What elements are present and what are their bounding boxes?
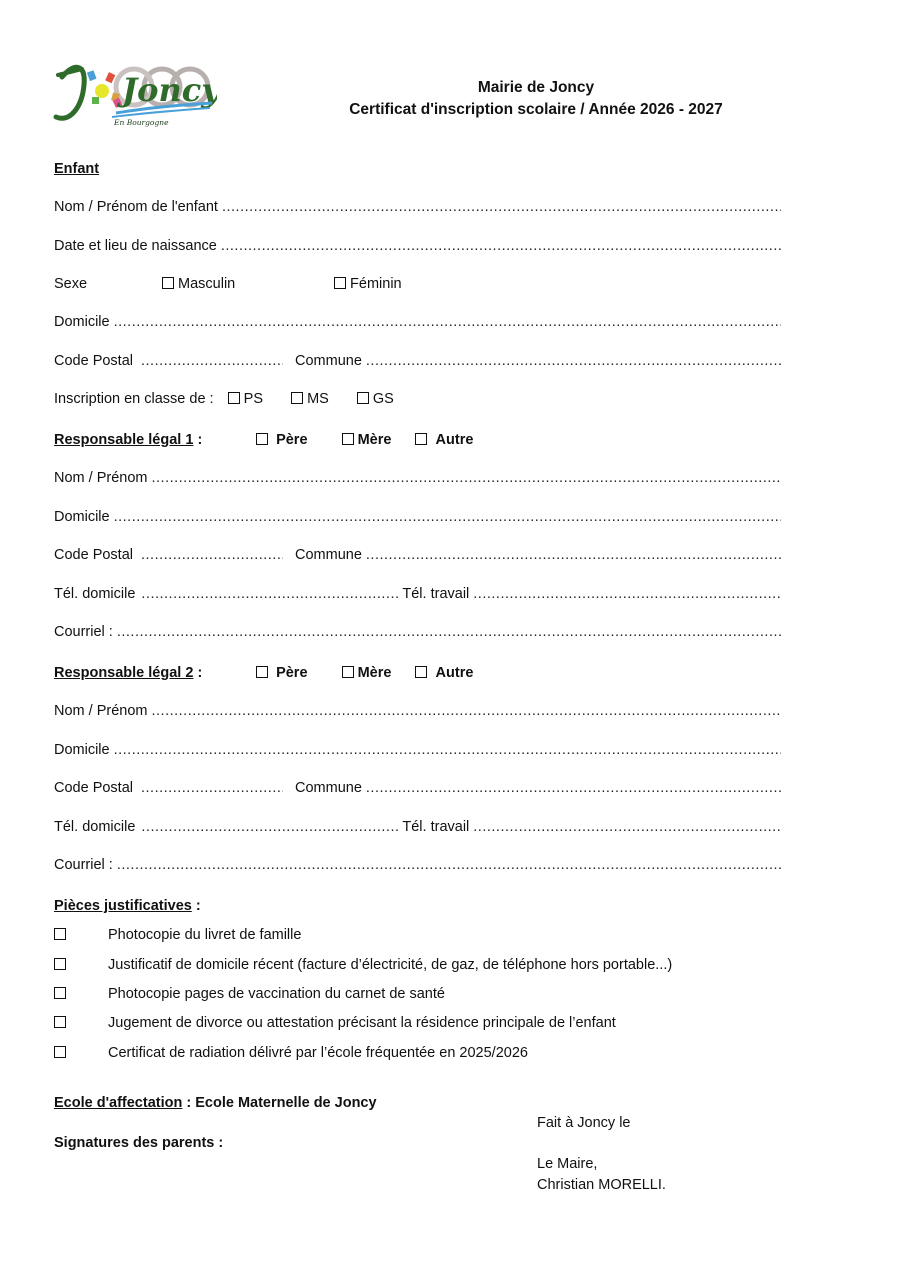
header-certificat: Certificat d'inscription scolaire / Année 2026 - 2027 [349, 101, 723, 118]
sexe-masculin[interactable] [162, 276, 235, 292]
resp2-tel-row [54, 819, 781, 835]
enfant-nom-row [54, 199, 781, 215]
piece-checkbox[interactable] [54, 1046, 66, 1058]
classe-row [54, 391, 394, 407]
resp2-colon: : [197, 665, 203, 681]
pieces-heading-row [54, 898, 201, 914]
piece-item[interactable] [54, 1045, 66, 1061]
resp1-nom-row [54, 470, 781, 486]
masculin-label: Masculin [178, 276, 236, 292]
piece-checkbox[interactable] [54, 958, 66, 970]
classe-ps[interactable] [228, 391, 263, 407]
resp2-cp-row [54, 780, 781, 796]
resp2-pere-checkbox[interactable] [256, 666, 268, 678]
resp1-autre-label: Autre [435, 432, 474, 448]
resp1-domicile-field[interactable] [114, 509, 781, 525]
joncy-logo [52, 55, 217, 135]
enfant-domicile-row [54, 314, 781, 330]
resp1-mere-checkbox[interactable] [342, 433, 354, 445]
resp1-tel-trav-field[interactable] [473, 586, 781, 602]
resp2-autre[interactable] [415, 665, 473, 681]
resp1-tel-row [54, 586, 781, 602]
resp2-pere-label: Père [276, 665, 308, 681]
piece-item[interactable] [54, 1015, 66, 1031]
resp2-cp-label: Code Postal [54, 780, 133, 796]
piece-label: Photocopie pages de vaccination du carnet de santé [108, 986, 445, 1002]
enfant-naissance-field[interactable] [221, 238, 781, 254]
resp1-mere-label: Mère [357, 432, 392, 448]
enfant-naissance-row [54, 238, 781, 254]
enfant-naissance-label: Date et lieu de naissance [54, 238, 217, 254]
enfant-cp-field[interactable] [141, 353, 283, 369]
piece-label: Photocopie du livret de famille [108, 927, 302, 943]
ecole-row [54, 1095, 377, 1111]
pieces-colon: : [195, 898, 201, 914]
resp2-autre-label: Autre [435, 665, 474, 681]
resp2-nom-label: Nom / Prénom [54, 703, 148, 719]
enfant-nom-label: Nom / Prénom de l'enfant [54, 199, 218, 215]
resp2-tel-dom-label: Tél. domicile [54, 819, 136, 835]
resp1-heading-row [54, 432, 202, 448]
resp1-courriel-field[interactable] [117, 624, 781, 640]
maire-name: Christian MORELLI. [537, 1177, 666, 1193]
ms-checkbox[interactable] [291, 392, 303, 404]
enfant-heading: Enfant [54, 161, 100, 177]
resp1-options [256, 432, 473, 448]
resp1-commune-field[interactable] [366, 547, 781, 563]
resp1-nom-label: Nom / Prénom [54, 470, 148, 486]
logo-subtitle: En Bourgogne [114, 118, 169, 127]
resp1-autre-checkbox[interactable] [415, 433, 427, 445]
enfant-commune-label: Commune [295, 353, 362, 369]
resp1-autre[interactable] [415, 432, 473, 448]
ps-checkbox[interactable] [228, 392, 240, 404]
gs-checkbox[interactable] [357, 392, 369, 404]
resp2-commune-field[interactable] [366, 780, 781, 796]
resp2-mere[interactable] [342, 665, 392, 681]
resp1-courriel-row [54, 624, 781, 640]
resp2-domicile-field[interactable] [114, 742, 781, 758]
resp1-cp-label: Code Postal [54, 547, 133, 563]
resp2-courriel-field[interactable] [117, 857, 781, 873]
resp2-courriel-label: Courriel : [54, 857, 113, 873]
piece-label: Jugement de divorce ou attestation précisant la résidence principale de l’enfant [108, 1015, 616, 1031]
resp2-autre-checkbox[interactable] [415, 666, 427, 678]
classe-ms[interactable] [291, 391, 329, 407]
fait-a-joncy: Fait à Joncy le [537, 1115, 631, 1131]
logo-wordmark: Joncy [122, 71, 217, 109]
resp2-nom-field[interactable] [151, 703, 781, 719]
pieces-heading: Pièces justificatives [54, 898, 192, 914]
resp1-domicile-row [54, 509, 781, 525]
resp2-commune-label: Commune [295, 780, 362, 796]
resp2-options [256, 665, 473, 681]
resp2-heading: Responsable légal 2 [54, 665, 194, 681]
ecole-value: : Ecole Maternelle de Joncy [186, 1095, 377, 1111]
resp1-domicile-label: Domicile [54, 509, 110, 525]
enfant-cp-label: Code Postal [54, 353, 133, 369]
resp2-cp-field[interactable] [141, 780, 283, 796]
resp2-tel-dom-field[interactable] [141, 819, 399, 835]
piece-item[interactable] [54, 927, 66, 943]
resp2-mere-label: Mère [357, 665, 392, 681]
resp1-cp-field[interactable] [141, 547, 283, 563]
resp1-tel-trav-label: Tél. travail [402, 586, 470, 602]
resp1-mere[interactable] [342, 432, 392, 448]
logo-graphic [52, 55, 217, 135]
resp1-pere-checkbox[interactable] [256, 433, 268, 445]
resp1-nom-field[interactable] [151, 470, 781, 486]
resp1-heading: Responsable légal 1 [54, 432, 194, 448]
resp2-mere-checkbox[interactable] [342, 666, 354, 678]
gs-label: GS [372, 391, 394, 407]
piece-checkbox[interactable] [54, 1016, 66, 1028]
resp1-commune-label: Commune [295, 547, 362, 563]
feminin-checkbox[interactable] [334, 277, 346, 289]
ms-label: MS [307, 391, 329, 407]
enfant-cp-row [54, 353, 781, 369]
piece-item[interactable] [54, 986, 66, 1002]
resp2-domicile-label: Domicile [54, 742, 110, 758]
resp2-nom-row [54, 703, 781, 719]
classe-label: Inscription en classe de : [54, 391, 214, 407]
resp1-pere-label: Père [276, 432, 308, 448]
resp2-tel-trav-field[interactable] [473, 819, 781, 835]
resp1-colon: : [197, 432, 203, 448]
piece-checkbox[interactable] [54, 987, 66, 999]
piece-label: Certificat de radiation délivré par l’école fréquentée en 2025/2026 [108, 1045, 528, 1061]
header-mairie: Mairie de Joncy [477, 79, 595, 96]
resp2-tel-trav-label: Tél. travail [402, 819, 470, 835]
header-title [336, 77, 736, 121]
sexe-feminin[interactable] [334, 276, 402, 292]
resp2-domicile-row [54, 742, 781, 758]
sexe-label: Sexe [54, 276, 88, 292]
signatures-label: Signatures des parents : [54, 1135, 224, 1151]
piece-checkbox[interactable] [54, 928, 66, 940]
resp2-heading-row [54, 665, 202, 681]
maire-title: Le Maire, [537, 1156, 598, 1172]
resp1-tel-dom-label: Tél. domicile [54, 586, 136, 602]
resp1-cp-row [54, 547, 781, 563]
feminin-label: Féminin [350, 276, 402, 292]
resp1-courriel-label: Courriel : [54, 624, 113, 640]
enfant-domicile-label: Domicile [54, 314, 110, 330]
ecole-label: Ecole d'affectation [54, 1095, 183, 1111]
enfant-commune-field[interactable] [366, 353, 781, 369]
classe-gs[interactable] [357, 391, 394, 407]
enfant-nom-field[interactable] [222, 199, 781, 215]
resp2-courriel-row [54, 857, 781, 873]
piece-item[interactable] [54, 957, 66, 973]
ps-label: PS [243, 391, 263, 407]
masculin-checkbox[interactable] [162, 277, 174, 289]
piece-label: Justificatif de domicile récent (facture d’électricité, de gaz, de téléphone hors portable...) [108, 957, 673, 973]
resp1-tel-dom-field[interactable] [141, 586, 399, 602]
resp2-pere[interactable] [256, 665, 308, 681]
enfant-domicile-field[interactable] [114, 314, 781, 330]
resp1-pere[interactable] [256, 432, 308, 448]
